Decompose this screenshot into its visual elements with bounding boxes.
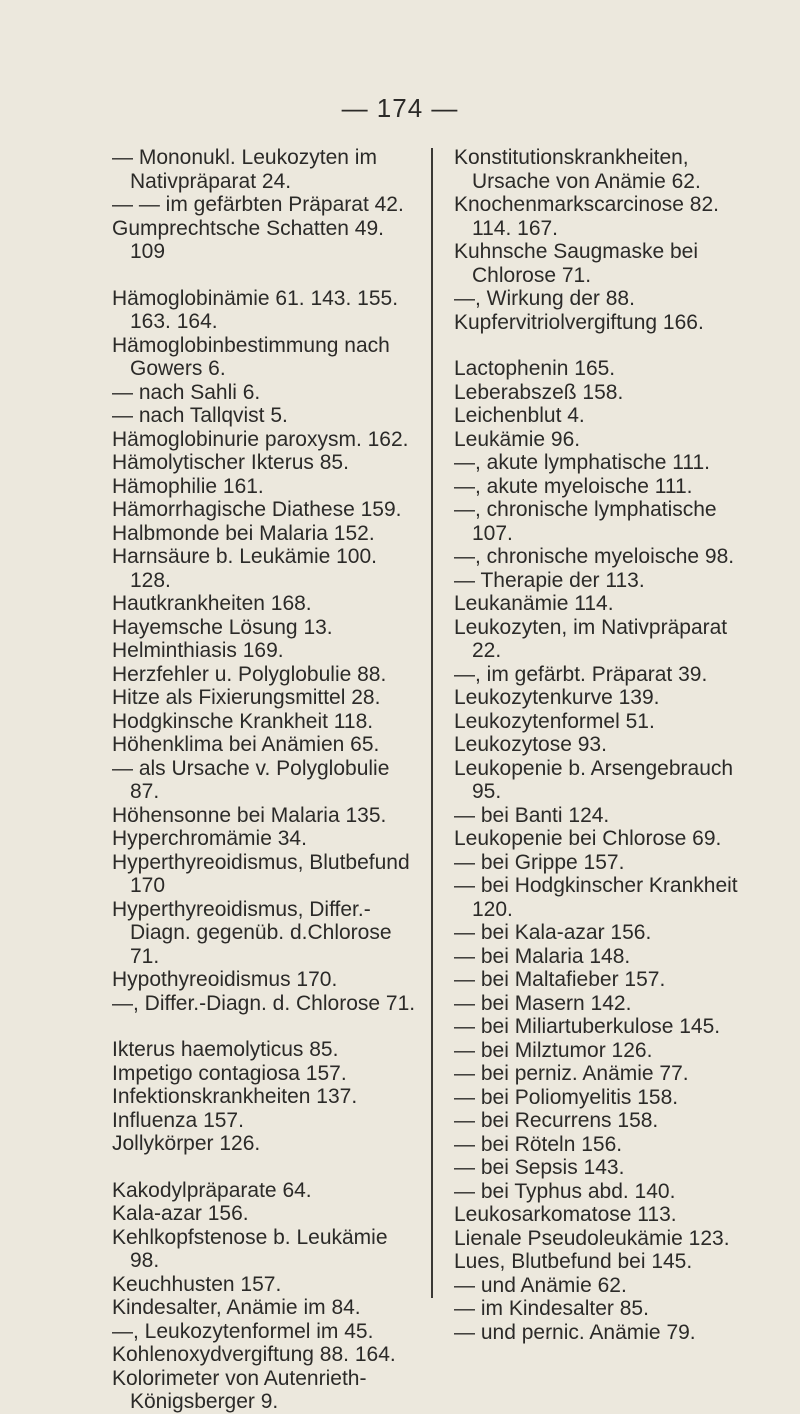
index-entry: Hämolytischer Ikterus 85. (112, 451, 349, 474)
index-entry: Leukopenie bei Chlorose 69. (454, 827, 722, 850)
index-entry: — bei Kala-azar 156. (454, 921, 652, 944)
index-entry: Knochenmarkscarcinose 82. 114. 167. (454, 193, 719, 240)
index-entry: Hypothyreoidismus 170. (112, 968, 338, 991)
index-entry: Leukozytenkurve 139. (454, 686, 660, 709)
index-entry: Ikterus haemolyticus 85. (112, 1038, 339, 1061)
index-entry: Hitze als Fixierungsmittel 28. (112, 686, 381, 709)
section-gap (112, 264, 418, 287)
index-entry: Gumprechtsche Schatten 49. 109 (112, 216, 384, 263)
index-entry: Kohlenoxydvergiftung 88. 164. (112, 1343, 396, 1366)
index-entry: Leukanämie 114. (454, 592, 614, 615)
index-entry: — bei Banti 124. (454, 803, 610, 827)
index-entry: —, akute myeloische 111. (454, 474, 693, 498)
index-entry: Halbmonde bei Malaria 152. (112, 521, 375, 545)
index-entry: — bei Recurrens 158. (454, 1109, 659, 1132)
index-entry: — und Anämie 62. (454, 1273, 627, 1297)
index-entry: — bei Miliartuberkulose 145. (454, 1015, 721, 1038)
index-entry: Hämorrhagische Diathese 159. (112, 498, 402, 521)
index-entry: Harnsäure b. Leukämie 100. 128. (112, 545, 377, 592)
index-entry: Leukämie 96. (454, 427, 581, 451)
index-entry: Leukosarkomatose 113. (454, 1203, 677, 1226)
index-entry: Infektionskrankheiten 137. (112, 1085, 358, 1108)
index-column-left (112, 146, 418, 1414)
index-entry: Kehlkopfstenose b. Leukämie 98. (112, 1225, 388, 1272)
index-entry: — bei Hodgkinscher Krankheit 120. (454, 874, 738, 921)
index-entry: Kuhnsche Saugmaske bei Chlorose 71. (454, 240, 698, 287)
index-entry: Leichenblut 4. (454, 404, 585, 427)
index-entry: Hodgkinsche Krankheit 118. (112, 709, 374, 733)
index-entry: Hämoglobinbestimmung nach Gowers 6. (112, 333, 390, 380)
index-entry: Lactophenin 165. (454, 357, 616, 380)
page-number: — 174 — (341, 93, 459, 123)
index-entry: — bei Typhus abd. 140. (454, 1179, 676, 1203)
index-entry: Herzfehler u. Polyglobulie 88. (112, 662, 387, 686)
index-entry: Leukozytenformel 51. (454, 709, 655, 733)
index-entry: — bei Röteln 156. (454, 1132, 623, 1156)
section-gap (112, 1156, 418, 1179)
section-gap (454, 334, 754, 357)
index-entry: Kupfervitriolvergiftung 166. (454, 310, 704, 334)
index-entry: —, Differ.-Diagn. d. Chlorose 71. (112, 991, 416, 1015)
index-entry: — bei perniz. Anämie 77. (454, 1062, 689, 1085)
index-entry: — nach Tallqvist 5. (112, 404, 288, 427)
column-divider (431, 148, 433, 1298)
index-entry: Kolorimeter von Autenrieth-Königsberger 9. (112, 1366, 367, 1413)
index-entry: — als Ursache v. Polyglobulie 87. (112, 756, 390, 803)
index-entry: —, im gefärbt. Präparat 39. (454, 662, 708, 686)
index-entry: — — im gefärbten Präparat 42. (112, 193, 404, 216)
index-entry: —, chronische lymphatische 107. (454, 498, 717, 545)
index-entry: Hämophilie 161. (112, 474, 264, 498)
index-entry: —, Wirkung der 88. (454, 287, 635, 310)
index-entry: Impetigo contagiosa 157. (112, 1061, 347, 1085)
index-entry: Höhensonne bei Malaria 135. (112, 803, 387, 827)
index-entry: Hyperthyreoidismus, Blutbefund 170 (112, 850, 410, 897)
index-entry: Kala-azar 156. (112, 1202, 249, 1225)
index-entry: Hämoglobinurie paroxysm. 162. (112, 427, 409, 451)
index-entry: Leukozyten, im Nativpräparat 22. (454, 615, 728, 662)
section-gap (112, 1015, 418, 1038)
index-entry: Hyperthyreoidismus, Differ.-Diagn. gegenüb. d.Chlorose 71. (112, 897, 392, 968)
index-entry: — bei Sepsis 143. (454, 1156, 625, 1179)
index-entry: — nach Sahli 6. (112, 380, 261, 404)
index-entry: Lues, Blutbefund bei 145. (454, 1250, 693, 1273)
index-entry: Hayemsche Lösung 13. (112, 615, 333, 639)
index-entry: Leberabszeß 158. (454, 380, 624, 404)
index-entry: —, Leukozytenformel im 45. (112, 1319, 374, 1343)
index-entry: Höhenklima bei Anämien 65. (112, 733, 380, 756)
index-entry: — bei Maltafieber 157. (454, 968, 666, 991)
index-entry: Lienale Pseudoleukämie 123. (454, 1226, 730, 1250)
index-entry: Hyperchromämie 34. (112, 827, 307, 850)
index-entry: Konstitutionskrankheiten, Ursache von Anämie 62. (454, 146, 701, 193)
index-entry: — bei Grippe 157. (454, 850, 625, 874)
index-entry: — im Kindesalter 85. (454, 1297, 649, 1320)
index-entry: — bei Poliomyelitis 158. (454, 1085, 679, 1109)
index-entry: Influenza 157. (112, 1108, 244, 1132)
index-entry: Leukozytose 93. (454, 733, 607, 756)
index-entry: — bei Milztumor 126. (454, 1038, 653, 1062)
index-entry: — bei Masern 142. (454, 991, 632, 1015)
index-column-right (454, 146, 754, 1344)
index-entry: Hautkrankheiten 168. (112, 592, 312, 615)
index-entry: Leukopenie b. Arsengebrauch 95. (454, 756, 734, 803)
index-entry: Hämoglobinämie 61. 143. 155. 163. 164. (112, 286, 399, 333)
index-entry: Jollykörper 126. (112, 1132, 261, 1155)
index-entry: —, akute lymphatische 111. (454, 451, 711, 474)
index-entry: — und pernic. Anämie 79. (454, 1320, 696, 1344)
index-entry: — Therapie der 113. (454, 568, 645, 592)
index-entry: —, chronische myeloische 98. (454, 545, 735, 568)
index-entry: Kindesalter, Anämie im 84. (112, 1296, 361, 1319)
index-entry: Helminthiasis 169. (112, 639, 284, 662)
index-entry: Keuchhusten 157. (112, 1272, 282, 1296)
index-entry: — bei Malaria 148. (454, 944, 631, 968)
index-entry: — Mononukl. Leukozyten im Nativpräparat 24. (112, 146, 377, 193)
index-entry: Kakodylpräparate 64. (112, 1178, 312, 1202)
